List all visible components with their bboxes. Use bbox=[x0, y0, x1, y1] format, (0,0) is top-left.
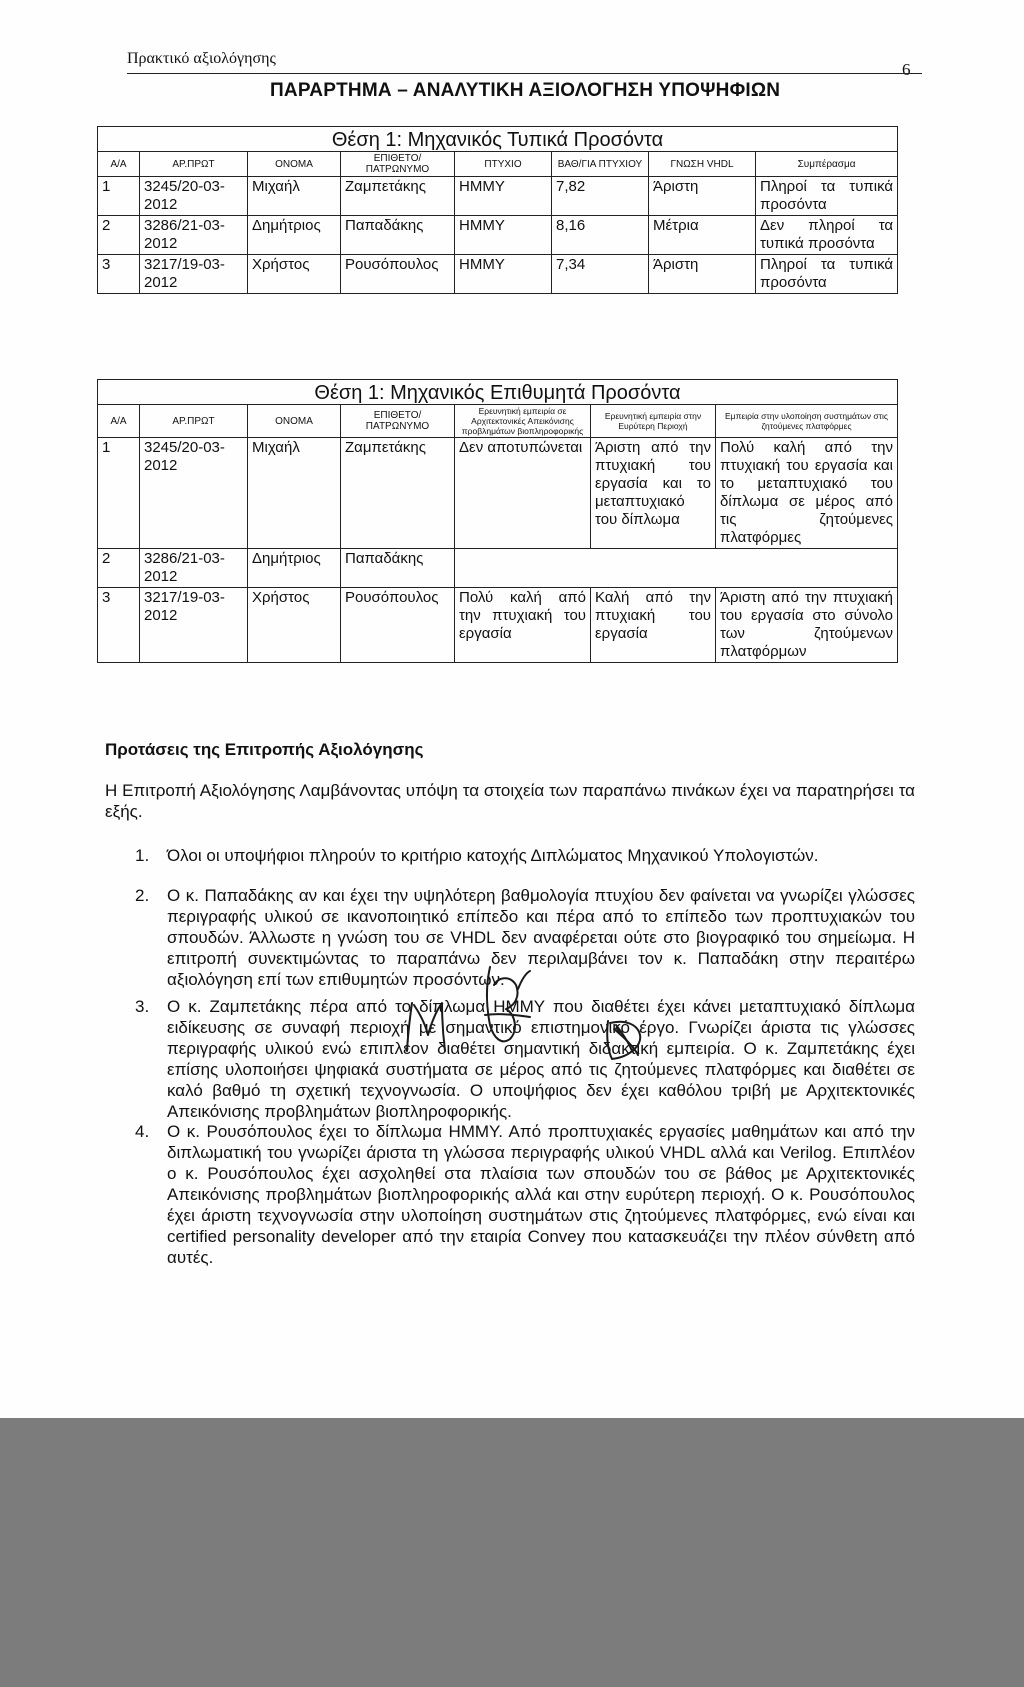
cell-bioinformatics-experience: Πολύ καλή από την πτυχιακή του εργασία bbox=[455, 588, 591, 663]
handwritten-signatures bbox=[390, 955, 680, 1065]
column-header: ΓΝΩΣΗ VHDL bbox=[649, 152, 756, 177]
cell-aa: 3 bbox=[98, 588, 140, 663]
signature-stroke bbox=[607, 1021, 640, 1059]
item-number: 3. bbox=[135, 997, 150, 1016]
column-header: ΠΤΥΧΙΟ bbox=[455, 152, 552, 177]
cell-platform-experience: Πολύ καλή από την πτυχιακή του εργασία και το μεταπτυχιακό του δίπλωμα σε μέρος από τις ζητούμενες πλατφόρμες bbox=[716, 438, 898, 549]
cell-surname: Παπαδάκης bbox=[341, 216, 455, 255]
cell-conclusion: Πληροί τα τυπικά προσόντα bbox=[756, 255, 898, 294]
cell-protocol: 3245/20-03-2012 bbox=[140, 438, 248, 549]
cell-name: Μιχαήλ bbox=[248, 438, 341, 549]
scan-background bbox=[0, 1418, 1024, 1687]
column-header: ΒΑΘ/ΓΙΑ ΠΤΥΧΙΟΥ bbox=[552, 152, 649, 177]
cell-aa: 2 bbox=[98, 216, 140, 255]
column-header: ΑΡ.ΠΡΩΤ bbox=[140, 152, 248, 177]
doc-header-title: Πρακτικό αξιολόγησης bbox=[127, 50, 276, 67]
cell-vhdl: Άριστη bbox=[649, 255, 756, 294]
cell-name: Δημήτριος bbox=[248, 216, 341, 255]
column-header: ΑΡ.ΠΡΩΤ bbox=[140, 405, 248, 438]
cell-vhdl: Μέτρια bbox=[649, 216, 756, 255]
cell-aa: 2 bbox=[98, 549, 140, 588]
cell-aa: 3 bbox=[98, 255, 140, 294]
proposal-item bbox=[135, 845, 915, 866]
cell-platform-experience: Άριστη από την πτυχιακή του εργασία στο σύνολο των ζητούμενων πλατφόρμων bbox=[716, 588, 898, 663]
cell-protocol: 3217/19-03-2012 bbox=[140, 588, 248, 663]
cell-research-experience: Άριστη από την πτυχιακή του εργασία και το μεταπτυχιακό του δίπλωμα bbox=[591, 438, 716, 549]
column-header: ΟΝΟΜΑ bbox=[248, 405, 341, 438]
cell-surname: Ζαμπετάκης bbox=[341, 177, 455, 216]
cell-surname: Ρουσόπουλος bbox=[341, 255, 455, 294]
table-header-row bbox=[98, 405, 898, 438]
table-row bbox=[98, 177, 898, 216]
formal-qualifications-table bbox=[97, 126, 898, 294]
cell-name: Μιχαήλ bbox=[248, 177, 341, 216]
desired-qualifications-table bbox=[97, 379, 898, 663]
cell-name: Χρήστος bbox=[248, 588, 341, 663]
cell-aa: 1 bbox=[98, 177, 140, 216]
signature-stroke bbox=[407, 1003, 412, 1051]
table-row bbox=[98, 549, 898, 588]
column-header: Ερευνητική εμπειρία στην Ευρύτερη Περιοχή bbox=[591, 405, 716, 438]
cell-name: Δημήτριος bbox=[248, 549, 341, 588]
proposals-intro: Η Επιτροπή Αξιολόγησης Λαμβάνοντας υπόψη τα στοιχεία των παραπάνω πινάκων έχει να παρατηρήσει τα εξής. bbox=[105, 781, 915, 821]
table-row bbox=[98, 588, 898, 663]
cell-protocol: 3286/21-03-2012 bbox=[140, 216, 248, 255]
cell-grade: 7,34 bbox=[552, 255, 649, 294]
signature-stroke bbox=[487, 967, 518, 1041]
cell-grade: 7,82 bbox=[552, 177, 649, 216]
column-header: ΕΠΙΘΕΤΟ/ ΠΑΤΡΩΝΥΜΟ bbox=[341, 152, 455, 177]
cell-bioinformatics-experience: Δεν αποτυπώνεται bbox=[455, 438, 591, 549]
table-row bbox=[98, 216, 898, 255]
column-header: Εμπειρία στην υλοποίηση συστημάτων στις ζητούμενες πλατφόρμες bbox=[716, 405, 898, 438]
table-header-row bbox=[98, 152, 898, 177]
cell-surname: Ρουσόπουλος bbox=[341, 588, 455, 663]
page-number: 6 bbox=[902, 60, 911, 79]
cell-protocol: 3217/19-03-2012 bbox=[140, 255, 248, 294]
cell-grade: 8,16 bbox=[552, 216, 649, 255]
item-text: Ο κ. Ρουσόπουλος έχει το δίπλωμα ΗΜΜΥ. Από προπτυχιακές εργασίες μαθημάτων και από την διπλωματική του γνωρίζει άριστα τη γλώσσα περιγραφής υλικού VHDL αλλά και Verilog. Επιπλέον ο κ. Ρουσόπουλος έχει ασχοληθεί στα πλαίσια των σπουδών του σε βάθος με Αρχιτεκτονικές Απεικόνισης προβλημάτων βιοπληροφορικής αλλά και στην ευρύτερη περιοχή. Ο κ. Ρουσόπουλος έχει άριστη τεχνογνωσία στην υλοποίηση συστημάτων στις ζητούμενες πλατφόρμες, ενώ είναι και certified personality developer από την εταιρία Convey που κατασκευάζει την πλέον σύνθετη από αυτές. bbox=[167, 1122, 915, 1267]
item-text: Όλοι οι υποψήφιοι πληρούν το κριτήριο κατοχής Διπλώματος Μηχανικού Υπολογιστών. bbox=[167, 846, 819, 865]
item-number: 4. bbox=[135, 1122, 150, 1141]
cell-aa: 1 bbox=[98, 438, 140, 549]
column-header: ΟΝΟΜΑ bbox=[248, 152, 341, 177]
cell-degree: ΗΜΜΥ bbox=[455, 216, 552, 255]
header-divider bbox=[127, 73, 922, 74]
cell-conclusion: Πληροί τα τυπικά προσόντα bbox=[756, 177, 898, 216]
cell-research-experience: Καλή από την πτυχιακή του εργασία bbox=[591, 588, 716, 663]
signature-stroke bbox=[518, 971, 530, 989]
main-title: ΠΑΡΑΡΤΗΜΑ – ΑΝΑΛΥΤΙΚΗ ΑΞΙΟΛΟΓΗΣΗ ΥΠΟΨΗΦΙΩΝ bbox=[270, 80, 781, 101]
cell-degree: ΗΜΜΥ bbox=[455, 255, 552, 294]
cell-vhdl: Άριστη bbox=[649, 177, 756, 216]
table-caption: Θέση 1: Μηχανικός Επιθυμητά Προσόντα bbox=[98, 380, 898, 405]
column-header: Α/Α bbox=[98, 152, 140, 177]
column-header: Ερευνητική εμπειρία σε Αρχιτεκτονικές Απεικόνισης προβλημάτων βιοπληροφορικής bbox=[455, 405, 591, 438]
cell-protocol: 3286/21-03-2012 bbox=[140, 549, 248, 588]
cell-conclusion: Δεν πληροί τα τυπικά προσόντα bbox=[756, 216, 898, 255]
column-header: Συμπέρασμα bbox=[756, 152, 898, 177]
cell-empty bbox=[455, 549, 591, 588]
cell-surname: Παπαδάκης bbox=[341, 549, 455, 588]
table-row bbox=[98, 438, 898, 549]
table-row bbox=[98, 255, 898, 294]
signature-stroke bbox=[614, 1029, 638, 1055]
cell-surname: Ζαμπετάκης bbox=[341, 438, 455, 549]
signature-stroke bbox=[485, 1014, 530, 1017]
item-text: Ο κ. Παπαδάκης αν και έχει την υψηλότερη βαθμολογία πτυχίου δεν φαίνεται να γνωρίζει γλώσσες περιγραφής υλικού σε ικανοποιητικό επίπεδο και πέρα από το επίπεδο των προπτυχιακών του σπουδών. Άλλωστε η γνώση του σε VHDL δεν αναφέρεται ούτε στο βιογραφικό του σημείωμα. Η επιτροπή συνεκτιμώντας το παραπάνω δεν περιλαμβάνει τον κ. Παπαδάκη στην περαιτέρω αξιολόγηση επί των επιθυμητών προσόντων. bbox=[167, 886, 915, 989]
column-header: ΕΠΙΘΕΤΟ/ ΠΑΤΡΩΝΥΜΟ bbox=[341, 405, 455, 438]
cell-name: Χρήστος bbox=[248, 255, 341, 294]
table-caption: Θέση 1: Μηχανικός Τυπικά Προσόντα bbox=[98, 127, 898, 152]
proposal-item bbox=[135, 1121, 915, 1268]
item-text: Ο κ. Ζαμπετάκης πέρα από το δίπλωμα ΗΜΜΥ που διαθέτει έχει κάνει μεταπτυχιακό δίπλωμα ειδίκευσης σε συναφή περιοχή με σημαντικό επιστημονικό έργο. Γνωρίζει άριστα τις γλώσσες περιγραφής υλικού ενώ επιπλέον διαθέτει σημαντική διδακτική εμπειρία. Ο κ. Ζαμπετάκης έχει επίσης υλοποιήσει ψηφιακά συστήματα σε μέρος από τις ζητούμενες πλατφόρμες και διαθέτει σε καλό βαθμό τη σχετική τεχνογνωσία. Ο υποψήφιος δεν έχει καθόλου τριβή με Αρχιτεκτονικές Απεικόνισης προβλημάτων βιοπληροφορικής. bbox=[167, 997, 915, 1121]
cell-empty bbox=[591, 549, 716, 588]
cell-degree: ΗΜΜΥ bbox=[455, 177, 552, 216]
signature-stroke bbox=[414, 1003, 445, 1051]
cell-empty bbox=[716, 549, 898, 588]
column-header: Α/Α bbox=[98, 405, 140, 438]
item-number: 1. bbox=[135, 846, 150, 865]
item-number: 2. bbox=[135, 886, 150, 905]
cell-protocol: 3245/20-03-2012 bbox=[140, 177, 248, 216]
proposals-heading: Προτάσεις της Επιτροπής Αξιολόγησης bbox=[105, 740, 424, 759]
